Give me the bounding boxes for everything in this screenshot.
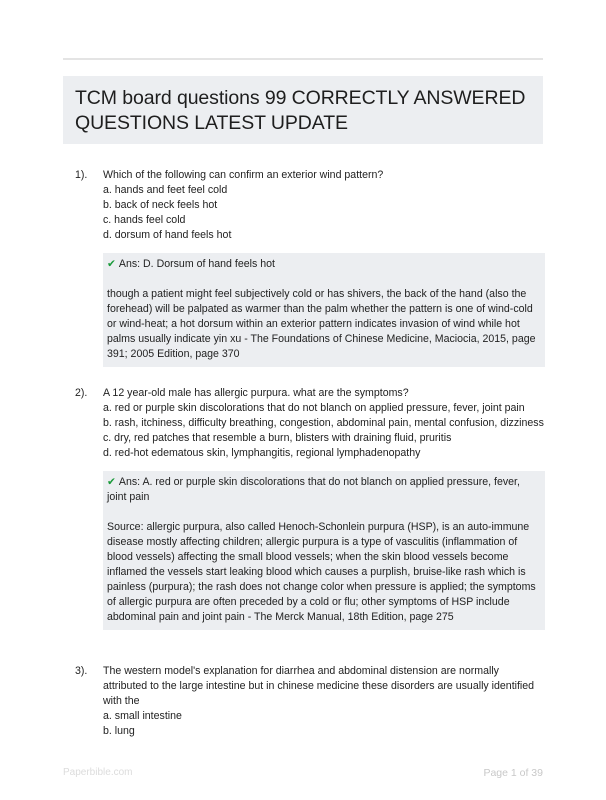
- option-b: b. rash, itchiness, difficulty breathing, congestion, abdominal pain, mental confusion, dizziness: [103, 417, 544, 429]
- answer-text: Ans: D. Dorsum of hand feels hot: [118, 258, 275, 270]
- title-banner: [63, 76, 543, 144]
- option-a: a. small intestine: [103, 710, 182, 722]
- question-1: [75, 168, 545, 367]
- option-a: a. hands and feet feel cold: [103, 184, 228, 196]
- answer-line: [107, 257, 537, 272]
- answer-box: [103, 471, 545, 630]
- explanation-text: though a patient might feel subjectively cold or has shivers, the back of the hand (also the forehead) will be palpated as warmer than the palm whether the pattern is one of wind-cold or wind-heat; a hot dorsum within an exterior pattern indicates invasion of wind while hot palms usually indicate yin xu - The Foundations of Chinese Medicine, Maciocia, 2015, page 391; 2005 Edition, page 370: [107, 288, 536, 360]
- option-d: d. red-hot edematous skin, lymphangitis, regional lymphadenopathy: [103, 447, 421, 459]
- option-d: d. dorsum of hand feels hot: [103, 229, 232, 241]
- question-text: The western model's explanation for diarrhea and abdominal distension are normally attributed to the large intestine but in chinese medicine these disorders are usually identified with the: [103, 665, 535, 707]
- question-3: [75, 664, 545, 739]
- checkmark-icon: ✔: [107, 258, 116, 270]
- option-b: b. lung: [103, 725, 135, 737]
- footer-site: Paperbible.com: [63, 767, 133, 778]
- question-number: 1).: [75, 169, 88, 181]
- option-c: c. hands feel cold: [103, 214, 186, 226]
- option-b: b. back of neck feels hot: [103, 199, 218, 211]
- checkmark-icon: ✔: [107, 476, 116, 488]
- question-number: 2).: [75, 387, 88, 399]
- answer-text: Ans: A. red or purple skin discolorations that do not blanch on applied pressure, fever, joint pain: [107, 476, 520, 503]
- option-c: c. dry, red patches that resemble a burn, blisters with draining fluid, pruritis: [103, 432, 452, 444]
- document-title: TCM board questions 99 CORRECTLY ANSWERED QUESTIONS LATEST UPDATE: [75, 87, 526, 134]
- page-indicator: Page 1 of 39: [483, 767, 543, 779]
- question-2: [75, 386, 545, 630]
- question-text: Which of the following can confirm an exterior wind pattern?: [103, 169, 384, 181]
- question-number: 3).: [75, 665, 88, 677]
- answer-line: [107, 475, 537, 505]
- answer-box: [103, 253, 545, 367]
- question-text: A 12 year-old male has allergic purpura. what are the symptoms?: [103, 387, 409, 399]
- top-divider: [63, 58, 543, 60]
- option-a: a. red or purple skin discolorations that do not blanch on applied pressure, fever, joint pain: [103, 402, 525, 414]
- explanation-text: Source: allergic purpura, also called Henoch-Schonlein purpura (HSP), is an auto-immune disease mostly affecting children; allergic purpura is a type of vasculitis (inflammation of blood vessels) affecting the small blood vessels; when the skin blood vessels become inflamed the vessels start leaking blood which causes a purplish, bruise-like rash which is painless (purpura); the rash does not change color when pressure is applied; the symptoms of allergic purpura are often preceded by a cold or flu; other symptoms of HSP include abdominal pain and joint pain - The Merck Manual, 18th Edition, page 275: [107, 521, 536, 623]
